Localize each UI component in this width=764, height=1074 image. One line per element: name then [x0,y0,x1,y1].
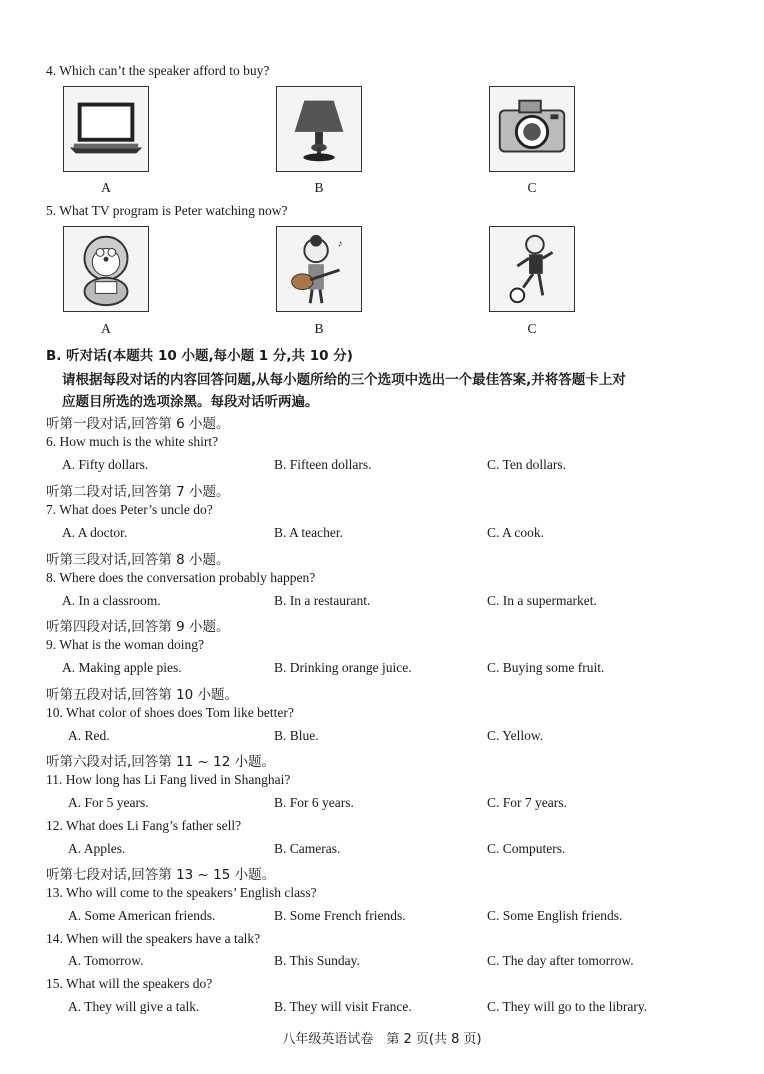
question-6-text: 6. How much is the white shirt? [46,434,219,449]
dialogue-intro-6: 听第一段对话,回答第 6 小题。 [46,416,230,432]
dialogue-intro-11-12: 听第六段对话,回答第 11 ~ 12 小题。 [46,754,276,770]
q4-label-c: C [527,180,537,195]
svg-text:♪: ♪ [337,238,343,250]
q10-option-a[interactable]: A. Red. [68,728,110,743]
q7-option-a[interactable]: A. A doctor. [62,525,128,540]
q7-option-b[interactable]: B. A teacher. [274,525,343,540]
q13-option-b[interactable]: B. Some French friends. [274,908,406,923]
q9-option-c[interactable]: C. Buying some fruit. [487,660,605,675]
q9-option-a[interactable]: A. Making apple pies. [62,660,182,675]
question-7-text: 7. What does Peter’s uncle do? [46,502,213,517]
question-13-text: 13. Who will come to the speakers’ English class? [46,885,317,900]
q4-label-b: B [314,180,324,195]
q13-option-c[interactable]: C. Some English friends. [487,908,623,923]
q5-label-a: A [101,321,111,336]
q14-option-a[interactable]: A. Tomorrow. [68,953,144,968]
dialogue-intro-10: 听第五段对话,回答第 10 小题。 [46,687,239,703]
section-b-instruction-1: 请根据每段对话的内容回答问题,从每小题所给的三个选项中选出一个最佳答案,并将答题卡上对 [62,372,626,388]
q7-option-c[interactable]: C. A cook. [487,525,545,540]
lamp-icon[interactable] [276,86,362,172]
q12-option-c[interactable]: C. Computers. [487,841,566,856]
q10-option-b[interactable]: B. Blue. [274,728,319,743]
section-b-instruction-2: 应题目所选的选项涂黑。每段对话听两遍。 [62,394,319,410]
q13-option-a[interactable]: A. Some American friends. [68,908,216,923]
dialogue-intro-7: 听第二段对话,回答第 7 小题。 [46,484,230,500]
question-15-text: 15. What will the speakers do? [46,976,213,991]
dialogue-intro-8: 听第三段对话,回答第 8 小题。 [46,552,230,568]
q8-option-b[interactable]: B. In a restaurant. [274,593,371,608]
laptop-icon[interactable] [63,86,149,172]
q6-option-c[interactable]: C. Ten dollars. [487,457,567,472]
page-footer: 八年级英语试卷 第 2 页(共 8 页) [282,1032,482,1047]
q11-option-c[interactable]: C. For 7 years. [487,795,567,810]
q12-option-a[interactable]: A. Apples. [68,841,126,856]
q10-option-c[interactable]: C. Yellow. [487,728,544,743]
question-5-text: 5. What TV program is Peter watching now? [46,203,288,218]
q6-option-b[interactable]: B. Fifteen dollars. [274,457,372,472]
dialogue-intro-9: 听第四段对话,回答第 9 小题。 [46,619,230,635]
q12-option-b[interactable]: B. Cameras. [274,841,341,856]
question-4-text: 4. Which can’t the speaker afford to buy? [46,63,270,78]
camera-icon[interactable] [489,86,575,172]
q15-option-c[interactable]: C. They will go to the library. [487,999,648,1014]
question-12-text: 12. What does Li Fang’s father sell? [46,818,242,833]
section-b-heading: B. 听对话(本题共 10 小题,每小题 1 分,共 10 分) [46,348,353,364]
q14-option-b[interactable]: B. This Sunday. [274,953,360,968]
q8-option-a[interactable]: A. In a classroom. [62,593,161,608]
q8-option-c[interactable]: C. In a supermarket. [487,593,597,608]
question-14-text: 14. When will the speakers have a talk? [46,931,261,946]
question-11-text: 11. How long has Li Fang lived in Shanghai? [46,772,291,787]
q11-option-a[interactable]: A. For 5 years. [68,795,149,810]
question-8-text: 8. Where does the conversation probably happen? [46,570,316,585]
q15-option-a[interactable]: A. They will give a talk. [68,999,200,1014]
boy-football-icon[interactable] [489,226,575,312]
q4-label-a: A [101,180,111,195]
q5-label-c: C [527,321,537,336]
q14-option-c[interactable]: C. The day after tomorrow. [487,953,634,968]
q6-option-a[interactable]: A. Fifty dollars. [62,457,149,472]
q5-label-b: B [314,321,324,336]
dialogue-intro-13-15: 听第七段对话,回答第 13 ~ 15 小题。 [46,867,276,883]
cartoon-cat-icon[interactable] [63,226,149,312]
girl-guitar-icon[interactable] [276,226,362,312]
q9-option-b[interactable]: B. Drinking orange juice. [274,660,412,675]
q15-option-b[interactable]: B. They will visit France. [274,999,412,1014]
q11-option-b[interactable]: B. For 6 years. [274,795,354,810]
question-9-text: 9. What is the woman doing? [46,637,204,652]
question-10-text: 10. What color of shoes does Tom like better? [46,705,294,720]
